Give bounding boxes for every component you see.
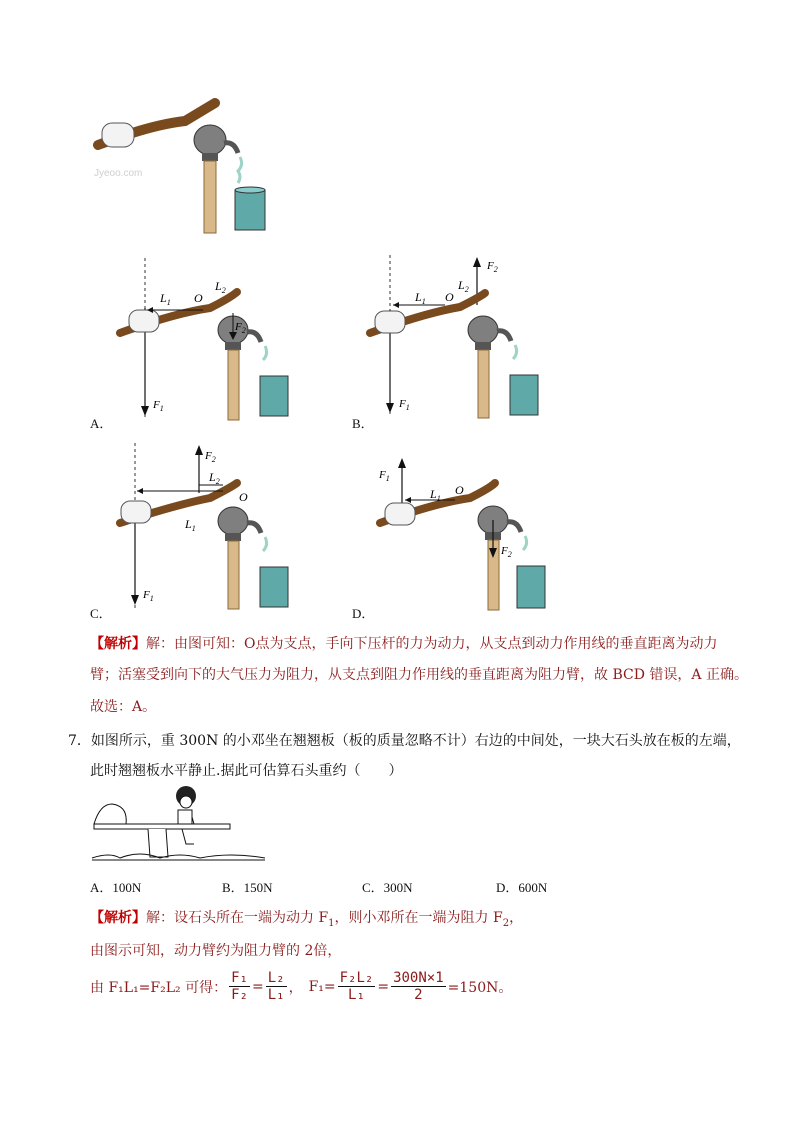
fraction-l2-l1: $\frac{\text{L₂}}{\text{L₁}}$: [267, 970, 285, 1003]
option-b[interactable]: B．150N: [222, 880, 273, 895]
analysis-7-formula: 由 F₁L₁=F₂L₂ 可得： $\frac{\text{F₁}}{\text{F₂}}$ = $\frac{\text{L₂}}{\text{L₁}}$ ， F₁= $\frac{\text{F₂L₂}}{\text{L₁}}$ = $\frac{300N\times 1}{2}$ =150N。: [90, 970, 513, 1003]
svg-text:F1: $F_1$: [399, 398, 410, 412]
seesaw-figure: [90, 782, 270, 867]
svg-text:O: O: [445, 290, 454, 304]
fraction-300n-2: $\frac{300N\times 1}{2}$: [393, 970, 444, 1003]
option-label-a: A．: [90, 416, 113, 431]
label-l1-a: $L_1$: [160, 291, 171, 307]
option-label-c: C．: [90, 606, 112, 621]
svg-text:L1: $L_1$: [185, 517, 196, 533]
svg-text:F2: $F_2$: [487, 260, 498, 274]
question-number: 7．: [68, 733, 91, 749]
analysis-6-line-1: 【解析】解：由图可知：O点为支点，手向下压杆的力为动力，从支点到动力作用线的垂直距离为动力: [90, 636, 718, 652]
figure-option-c: [115, 443, 305, 611]
analysis-7-line-2: 由图示可知，动力臂约为阻力臂的 2倍，: [90, 943, 342, 959]
label-o-a: O: [194, 291, 203, 305]
svg-text:O: O: [239, 490, 248, 504]
option-label-b: B．: [352, 416, 374, 431]
svg-text:L2: $L_2$: [209, 470, 220, 486]
fraction-f2l2-l1: $\frac{\text{F₂L₂}}{\text{L₁}}$: [339, 970, 374, 1003]
figure-option-b: [365, 255, 555, 420]
figure-option-d: [375, 458, 555, 613]
analysis-7-line-1: 【解析】解：设石头所在一端为动力 $F_1$，则小邓所在一端为阻力 $F_2$，: [90, 910, 524, 929]
question-7-line-2: 此时翘翘板水平静止.据此可估算石头重约（ ）: [90, 763, 403, 779]
watermark-text: Jyeoo.com: [94, 168, 143, 179]
svg-text:L1: $L_1$: [430, 487, 441, 503]
option-label-d: D．: [352, 606, 375, 621]
option-a[interactable]: A．100N: [90, 880, 142, 895]
fraction-f1-f2: $\frac{\text{F₁}}{\text{F₂}}$: [231, 970, 248, 1003]
svg-text:F1: $F_1$: [379, 469, 390, 483]
label-f1-a: $F_1$: [153, 399, 164, 413]
svg-text:L2: $L_2$: [458, 278, 469, 294]
option-c[interactable]: C．300N: [362, 880, 413, 895]
svg-text:L1: $L_1$: [415, 290, 426, 306]
analysis-tag: 【解析】: [90, 636, 146, 652]
svg-text:F2: $F_2$: [501, 545, 512, 559]
figure-option-a: [115, 258, 305, 423]
svg-text:F1: $F_1$: [143, 589, 154, 603]
option-d[interactable]: D．600N: [496, 880, 548, 895]
analysis-6-line-2: 臂；活塞受到向下的大气压力为阻力，从支点到阻力作用线的垂直距离为阻力臂，故 BCD 错误，A 正确。: [90, 667, 748, 683]
label-l2-a: $L_2$: [215, 279, 226, 295]
question-7-line-1: 7．如图所示，重 300N 的小邓坐在翘翘板（板的质量忽略不计）右边的中间处，一块大石头放在板的左端，: [68, 733, 741, 749]
svg-text:O: O: [455, 483, 464, 497]
analysis-6-line-3: 故选：A。: [90, 699, 157, 715]
label-f2-a: $F_2$: [235, 321, 246, 335]
svg-text:F2: $F_2$: [205, 450, 216, 464]
